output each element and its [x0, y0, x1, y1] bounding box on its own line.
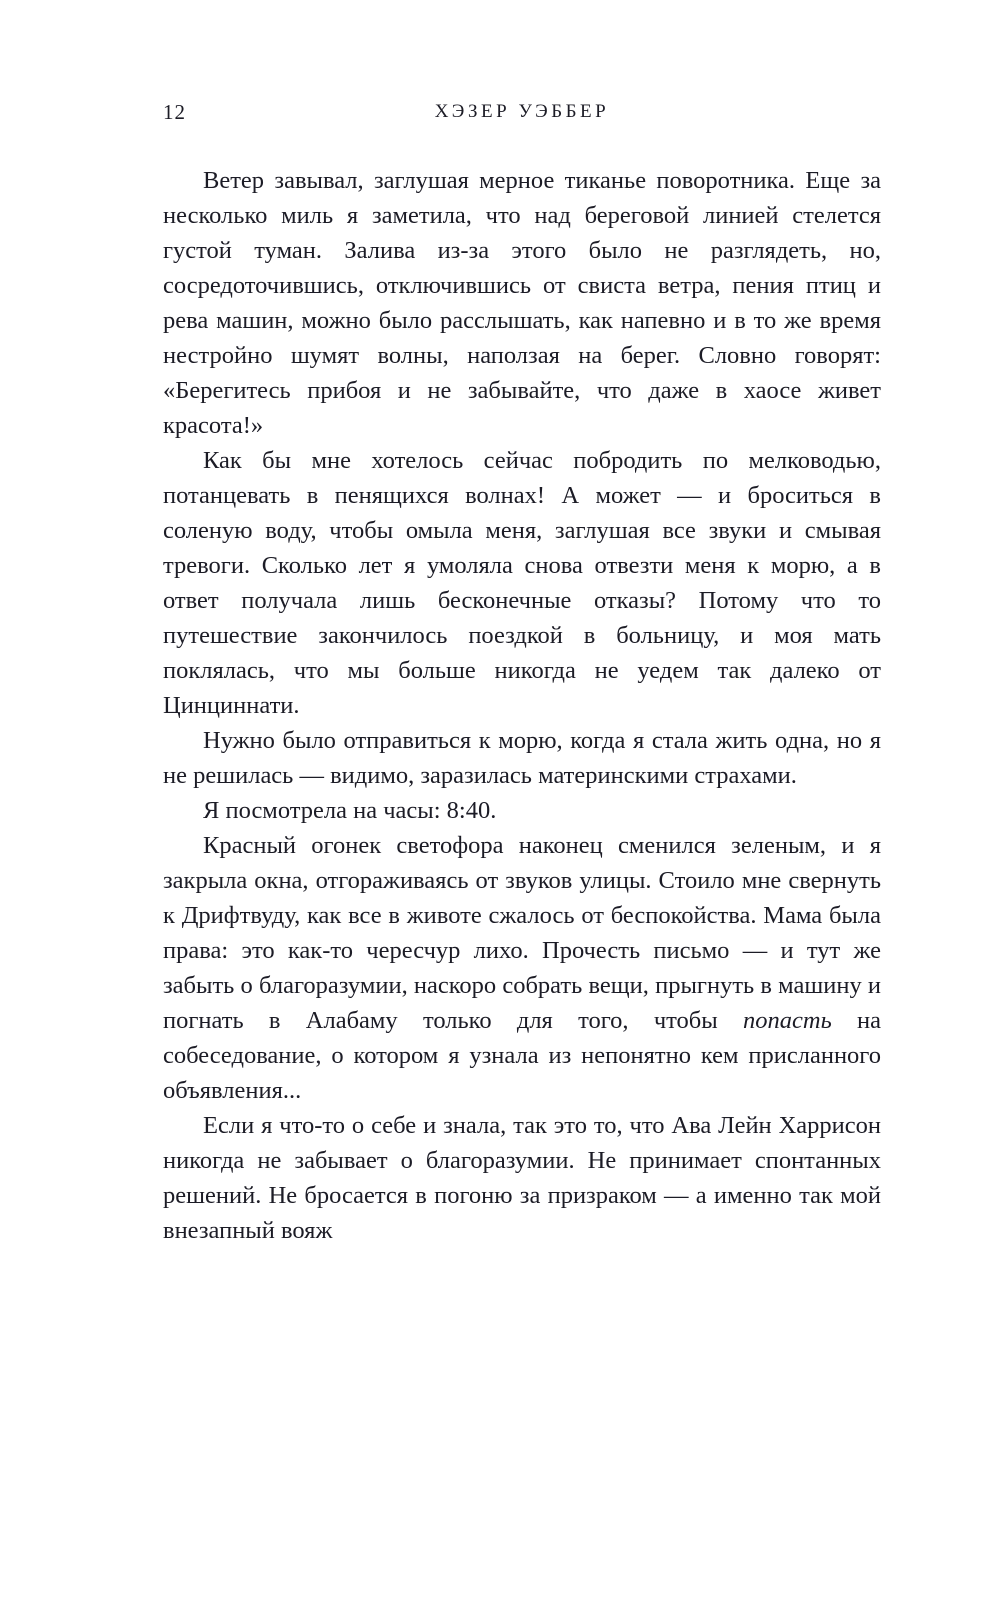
paragraph: Ветер завывал, заглушая мерное тиканье поворотника. Еще за несколько миль я заметила, что над береговой линией стелется густой туман. Залива из-за этого было не разглядеть, но, сосредоточившись, отключившись от свиста ветра, пения птиц и рева машин, можно было расслышать, как напевно и в то же время нестройно шумят волны, наползая на берег. Словно говорят: «Берегитесь прибоя и не забывайте, что даже в хаосе живет красота!»: [163, 167, 881, 439]
paragraph-text: на собеседование, о котором я узнала из непонятно кем присланного объявления...: [163, 1007, 881, 1104]
paragraph: [163, 828, 881, 1108]
paragraph-text: Красный огонек светофора наконец сменился зеленым, и я закрыла окна, отгораживаясь от звуков улицы. Стоило мне свернуть к Дрифтвуду, как все в животе сжалось от беспокойства. Мама была права: это как-то чересчур лихо. Прочесть письмо — и тут же забыть о благоразумии, наскоро собрать вещи, прыгнуть в машину и погнать в Алабаму только для того, чтобы: [163, 832, 881, 1034]
paragraph: Как бы мне хотелось сейчас побродить по мелководью, потанцевать в пенящихся волнах! А может — и броситься в соленую воду, чтобы омыла меня, заглушая все звуки и смывая тревоги. Сколько лет я умоляла снова отвезти меня к морю, а в ответ получала лишь бесконечные отказы? Потому что то путешествие закончилось поездкой в больницу, и моя мать поклялась, что мы больше никогда не уедем так далеко от Цинциннати.: [163, 447, 881, 719]
paragraph: Нужно было отправиться к морю, когда я стала жить одна, но я не решилась — видимо, заразилась материнскими страхами.: [163, 727, 881, 789]
paragraph: Если я что-то о себе и знала, так это то, что Ава Лейн Харрисон никогда не забывает о благоразумии. Не принимает спонтанных решений. Не бросается в погоню за призраком — а именно так мой внезапный вояж: [163, 1112, 881, 1244]
page-number: 12: [163, 100, 186, 124]
body-text: [163, 163, 881, 1248]
italic-word: попасть: [743, 1007, 832, 1034]
paragraph: Я посмотрела на часы: 8:40.: [203, 797, 497, 824]
page-header: [163, 100, 881, 130]
running-title: ХЭЗЕР УЭББЕР: [434, 101, 610, 122]
